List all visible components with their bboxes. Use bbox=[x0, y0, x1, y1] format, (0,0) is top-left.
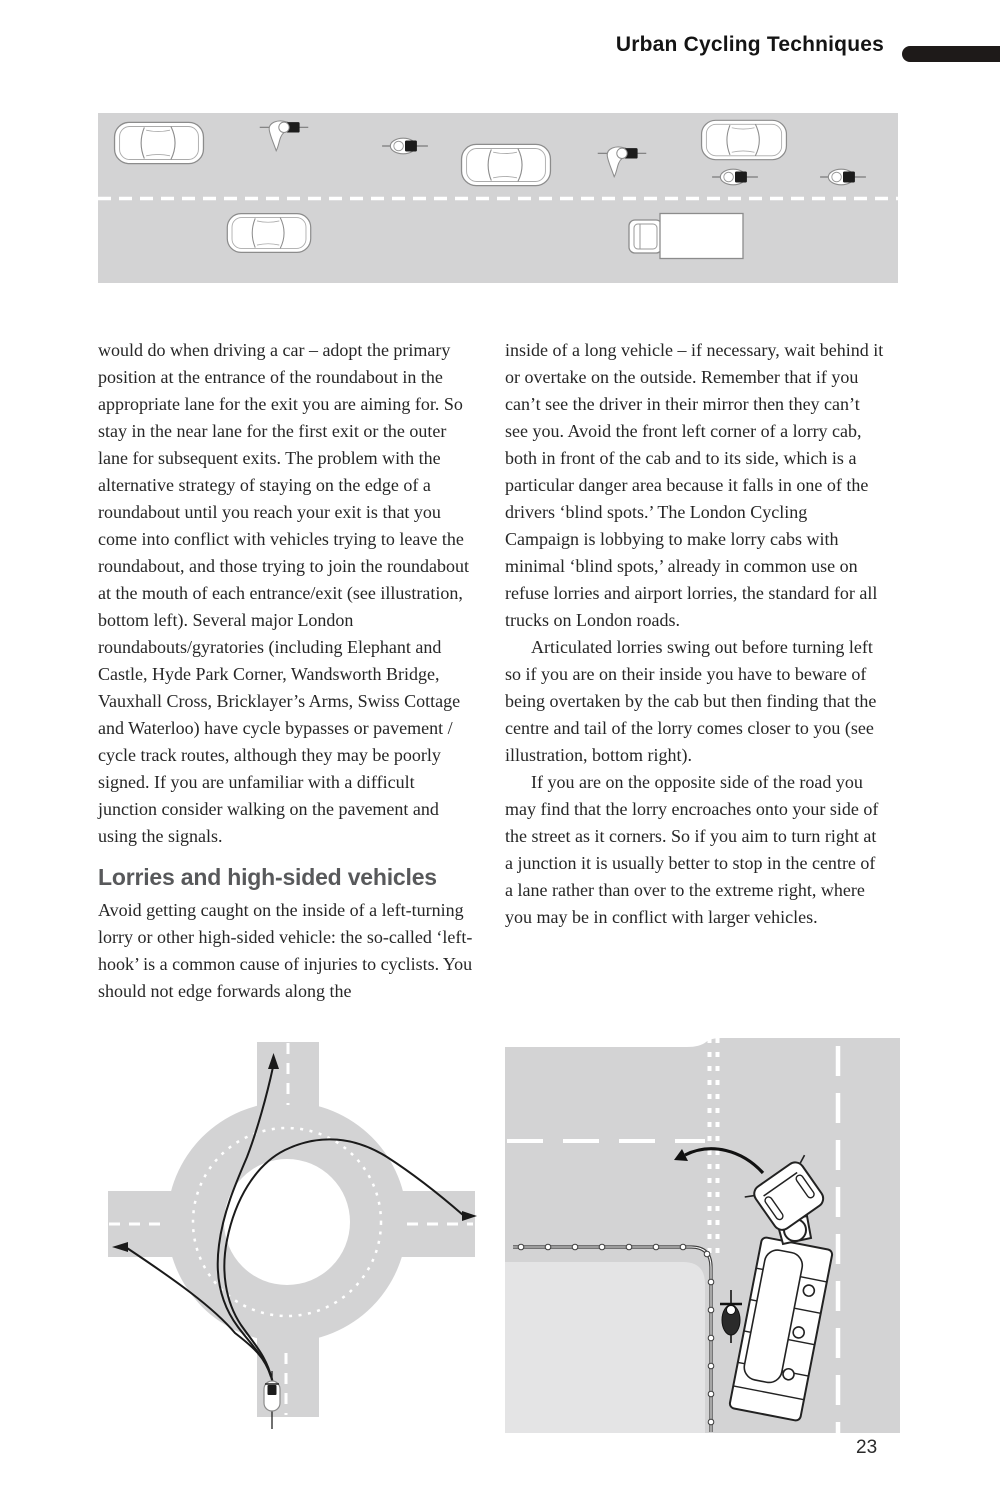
body-paragraph: would do when driving a car – adopt the primary position at the entrance of the roundabout in the appropriate lane for the exit you are aiming for. So stay in the near lane for the first exit or the outer lane for subsequent exits. The problem with the alternative strategy of staying on the edge of a roundabout until you reach your exit is that you come into conflict with vehicles trying to leave the roundabout, and those trying to join the roundabout at the mouth of each entrance/exit (see illustration, bottom left). Several major London roundabouts/gyratories (including Elephant and Castle, Hyde Park Corner, Wandsworth Bridge, Vauxhall Cross, Bricklayer’s Arms, Swiss Cottage and Waterloo) have cycle bypasses or pavement / cycle track routes, although they may be poorly signed. If you are unfamiliar with a difficult junction consider walking on the pavement and using the signals. bbox=[98, 340, 469, 846]
right-text-column bbox=[505, 337, 885, 931]
lorry-junction-illustration bbox=[505, 1038, 900, 1433]
car-icon bbox=[227, 214, 310, 253]
figure-road-overhead bbox=[98, 113, 898, 283]
body-paragraph: inside of a long vehicle – if necessary, wait behind it or overtake on the outside. Remember that if you can’t see the driver in their mirror then they can’t see you. Avoid the front left corner of a lorry cab, both in front of the cab and to its side, which is a particular danger area because it falls in one of the drivers ‘blind spots.’ The London Cycling Campaign is lobbying to make lorry cabs with minimal ‘blind spots,’ already in common use on refuse lorries and airport lorries, the standard for all trucks on London roads. bbox=[505, 340, 884, 630]
central-island bbox=[224, 1159, 350, 1285]
left-text-column bbox=[98, 337, 475, 1005]
pavement-corner bbox=[505, 1262, 705, 1433]
header-tab-bar bbox=[902, 46, 1000, 62]
body-paragraph: Avoid getting caught on the inside of a left-turning lorry or other high-sided vehicle: the so-called ‘left-hook’ is a common cause of injuries to cyclists. You should not edge forwards along the bbox=[98, 900, 473, 1001]
page-number: 23 bbox=[856, 1437, 878, 1458]
road-overhead-illustration bbox=[98, 113, 898, 283]
car-icon bbox=[702, 120, 787, 159]
car-icon bbox=[462, 144, 551, 185]
figure-roundabout bbox=[95, 1035, 480, 1435]
body-paragraph: Articulated lorries swing out before turning left so if you are on their inside you have to beware of being overtaken by the cab but then finding that the centre and tail of the lorry comes closer to you (see illustration, bottom right). bbox=[505, 637, 877, 765]
kerb-corner-top bbox=[505, 1038, 721, 1047]
figure-lorry-junction bbox=[505, 1038, 900, 1433]
roundabout-diagram bbox=[95, 1035, 480, 1435]
section-heading: Lorries and high-sided vehicles bbox=[98, 864, 437, 890]
car-icon bbox=[115, 122, 204, 163]
body-paragraph: If you are on the opposite side of the road you may find that the lorry encroaches onto your side of the street as it corners. So if you aim to turn right at a junction it is usually better to stop in the centre of a lane rather than over to the extreme right, where you may be in conflict with larger vehicles. bbox=[505, 772, 879, 927]
page-title: Urban Cycling Techniques bbox=[615, 33, 884, 56]
truck-icon bbox=[629, 214, 743, 259]
roundabout-roads bbox=[108, 1042, 475, 1417]
